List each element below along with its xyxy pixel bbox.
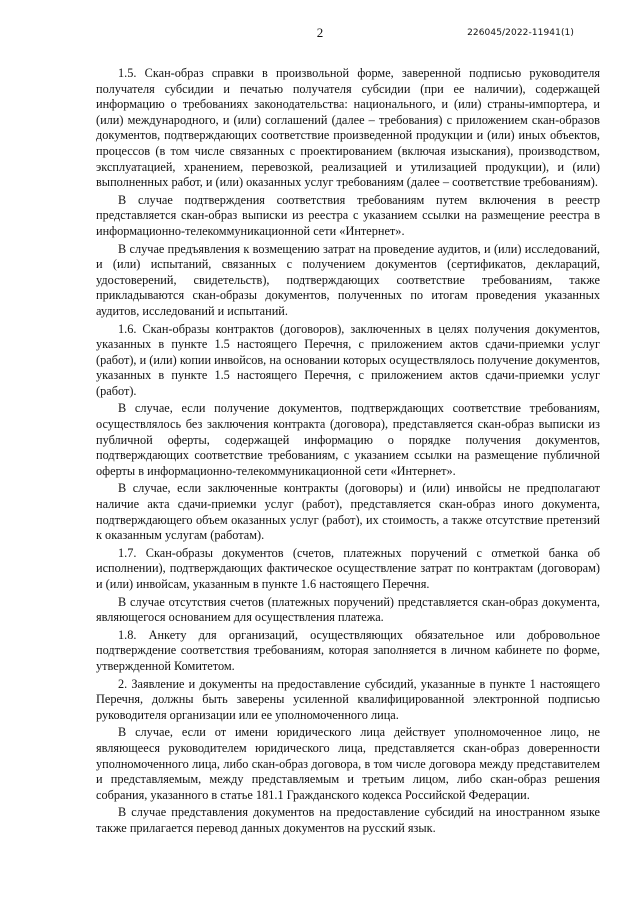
paragraph-1-6: 1.6. Скан-образы контрактов (договоров), заключенных в целях получения документов, указанных в пункте 1.5 настоящего Перечня, с приложением актов сдачи-приемки услуг (работ), и (или) копии инвойсов, на основании которых осуществлялось получение документов, указанных в пункте 1.5 настоящего Перечня, с приложением актов сдачи-приемки услуг (работ). <box>96 321 600 398</box>
paragraph-no-act: В случае, если заключенные контракты (договоры) и (или) инвойсы не предполагают наличие акта сдачи-приемки услуг (работ), представляется скан-образ иного документа, подтверждающего объем оказанных услуг (работ), их стоимость, а также отсутствие претензий к оказанным услугам (работам). <box>96 481 600 543</box>
paragraph-1-5: 1.5. Скан-образ справки в произвольной форме, заверенной подписью руководителя получателя субсидии и печатью получателя субсидии (при ее наличии), содержащей информацию о требованиях законодательства: национального, и (или) страны-импортера, и (или) международного, и (или) соглашений (далее – требования) с приложением скан-образов документов, подтверждающих соответствие произведенной продукции и (или) иных объектов, процессов (в том числе связанных с проектированием (включая изыскания), производством, эксплуатацией, хранением, перевозкой, реализацией и утилизацией продукции), и (или) выполненных работ, и (или) оказанных услуг требованиям (далее – соответствие требованиям). <box>96 66 600 190</box>
paragraph-translation: В случае представления документов на предоставление субсидий на иностранном языке также прилагается перевод данных документов на русский язык. <box>96 805 600 835</box>
paragraph-1-7: 1.7. Скан-образы документов (счетов, платежных поручений с отметкой банка об исполнении), подтверждающих фактическое осуществление затрат по контрактам (договорам) и (или) инвойсам, указанным в пункте 1.6 настоящего Перечня. <box>96 545 600 591</box>
document-id: 226045/2022-11941(1) <box>467 28 574 38</box>
paragraph-1-8: 1.8. Анкету для организаций, осуществляющих обязательное или добровольное подтверждение соответствия требованиям, которая заполняется в личном кабинете по форме, утвержденной Комитетом. <box>96 627 600 673</box>
paragraph-registry: В случае подтверждения соответствия требованиям путем включения в реестр представляется скан-образ выписки из реестра с указанием ссылки на размещение реестра в информационно-телекоммуникационной сети «Интернет». <box>96 192 600 238</box>
paragraph-public-offer: В случае, если получение документов, подтверждающих соответствие требованиям, осуществлялось без заключения контракта (договора), представляется скан-образ выписки из публичной оферты, содержащей информацию о порядке получения документов, подтверждающих соответствие требованиям, с указанием ссылки на размещение публичной оферты в информационно-телекоммуникационной сети «Интернет». <box>96 401 600 478</box>
paragraph-2: 2. Заявление и документы на предоставление субсидий, указанные в пункте 1 настоящего Перечня, должны быть заверены усиленной квалифицированной электронной подписью руководителя организации или ее уполномоченного лица. <box>96 676 600 722</box>
document-body <box>96 66 600 839</box>
paragraph-audits: В случае предъявления к возмещению затрат на проведение аудитов, и (или) исследований, и (или) испытаний, связанных с получением документов (сертификатов, деклараций, удостоверений, свидетельств), подтверждающих соответствие требованиям, также прикладываются скан-образы документов, полученных по итогам проведения указанных аудитов, исследований и испытаний. <box>96 241 600 318</box>
paragraph-no-invoices: В случае отсутствия счетов (платежных поручений) представляется скан-образ документа, являющегося основанием для осуществления платежа. <box>96 594 600 625</box>
paragraph-authorized-person: В случае, если от имени юридического лица действует уполномоченное лицо, не являющееся руководителем юридического лица, представляется скан-образ доверенности уполномоченного лица, либо скан-образ договора, в том числе договора между представителем и представляемым, между представляемым и третьим лицом, либо скан-образ решения собрания, указанного в статье 181.1 Гражданского кодекса Российской Федерации. <box>96 725 600 802</box>
page-number: 2 <box>316 25 324 40</box>
